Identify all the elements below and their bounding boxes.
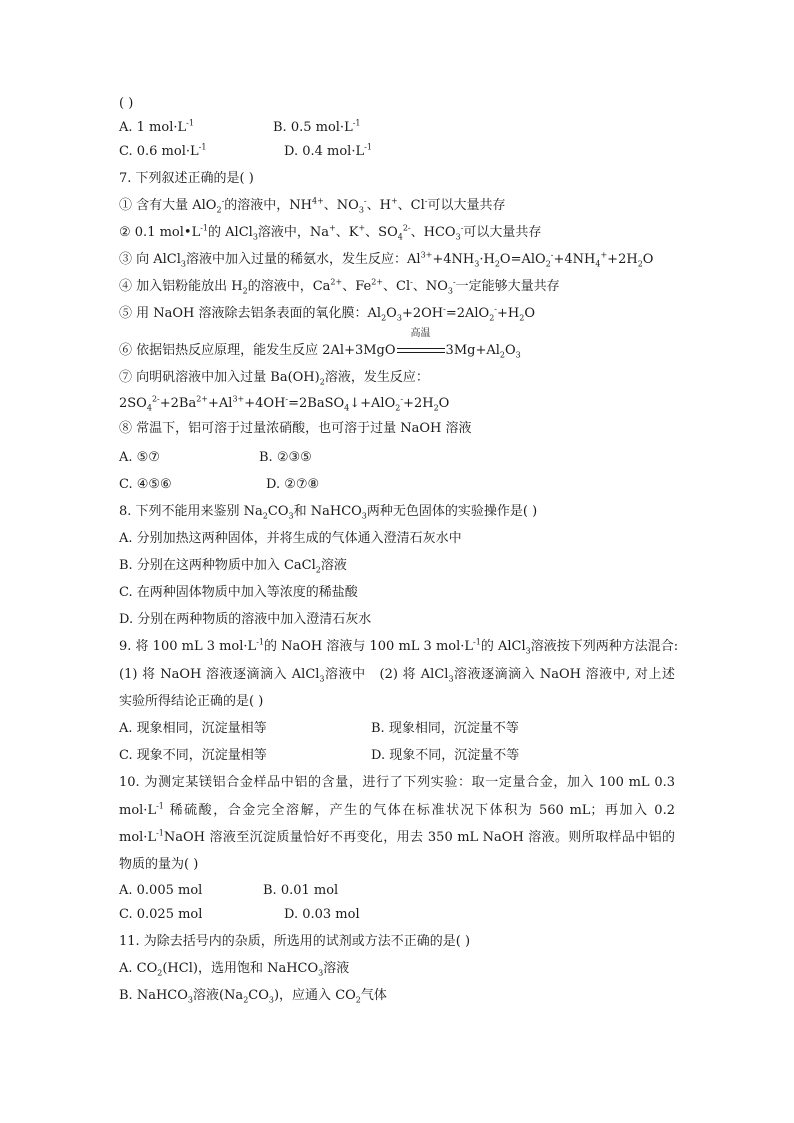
q11-stem: 11. 为除去括号内的杂质，所选用的试剂或方法不正确的是( ) [119, 934, 471, 949]
q8-stem: 8. 下列不能用来鉴别 $Na_2CO_3$和 NaHCO$_3$两种无色固体的实验操作是( ) [119, 504, 538, 521]
q9-option-d: D. 现象不同，沉淀量不等 [371, 748, 520, 763]
q7-statement-6: ⑥ 依据铝热反应原理，能发生反应 2Al+3MgO 高温 $3Mg+Al_2O_3$ [119, 328, 521, 360]
q7-option-c: C. ④⑤⑥ [119, 477, 172, 492]
q7-option-d: D. ②⑦⑧ [266, 477, 320, 492]
q8-option-b: B. 分别在这两种物质中加入 CaCl$_2$溶液 [119, 558, 347, 575]
q10-line-1: 10. 为测定某镁铝合金样品中铝的含量，进行了下列实验：取一定量合金，加入 100 mL 0.3 [119, 775, 675, 790]
q9-line-3: 实验所得结论正确的是( ) [119, 694, 264, 709]
q7-statement-7-equation: $2SO_4^{2-}+2Ba^{2+}+Al^{3+}+4OH^-=2BaSO_4↓+AlO_2^-+2H_2O$ [119, 394, 450, 413]
q9-line-1: 9. 将 100 mL 3 $mol\cdot L^{-1}$的 NaOH 溶液与 100 mL 3 $mol\cdot L^{-1}$的 AlCl$_3$溶液按下列两种方法混合: [119, 637, 679, 656]
q7-option-a: A. ⑤⑦ [119, 450, 160, 465]
q7-option-b: B. ②③⑤ [259, 450, 312, 465]
q10-line-2: $mol\cdot L^{-1}$ 稀硫酸，合金完全溶解，产生的气体在标准状况下体积为 560 mL；再加入 0.2 [119, 801, 675, 818]
q9-option-b: B. 现象相同，沉淀量不等 [371, 721, 519, 736]
q10-option-b: B. 0.01 mol [263, 883, 339, 898]
prev-option-b: B. 0.5 $mol\cdot L^{-1}$ [273, 118, 361, 135]
q9-option-a: A. 现象相同，沉淀量相等 [119, 721, 267, 736]
q9-option-c: C. 现象不同，沉淀量相等 [119, 748, 267, 763]
q11-option-a: A. $CO_2(HCl)$，选用饱和 NaHCO$_3$溶液 [119, 961, 350, 978]
q7-stem: 7. 下列叙述正确的是( ) [119, 171, 254, 186]
prev-option-c: C. 0.6 $mol\cdot L^{-1}$ [119, 142, 207, 159]
q11-option-b: B. NaHCO$_3$溶液$(Na_2CO_3)$，应通入 $CO_2$气体 [119, 988, 387, 1005]
q7-statement-3: ③ 向 AlCl$_3$溶液中加入过量的稀氨水，发生反应：$Al^{3+}+4NH_3\cdot H_2O=AlO_2^-+4NH_4^++2H_2O$ [119, 250, 654, 269]
q10-line-4: 物质的量为( ) [119, 857, 199, 872]
q7-statement-5: ⑤ 用 NaOH 溶液除去铝条表面的氧化膜：$Al_2O_3+2OH^-=2AlO_2^-+H_2O$ [119, 304, 535, 323]
prev-option-d: D. 0.4 $mol\cdot L^{-1}$ [284, 142, 372, 159]
q10-option-a: A. 0.005 mol [119, 883, 203, 898]
q9-line-2: (1) 将 NaOH 溶液逐滴滴入 AlCl$_3$溶液中 (2) 将 AlCl$_3$溶液逐滴滴入 NaOH 溶液中, 对上述 [119, 667, 675, 684]
q10-option-c: C. 0.025 mol [119, 907, 203, 922]
prev-option-a: A. 1 $mol\cdot L^{-1}$ [119, 118, 194, 135]
q10-option-d: D. 0.03 mol [284, 907, 360, 922]
q8-option-d: D. 分别在两种物质的溶液中加入澄清石灰水 [119, 612, 372, 627]
q8-option-c: C. 在两种固体物质中加入等浓度的稀盐酸 [119, 585, 358, 600]
reaction-condition-arrow: 高温 [397, 342, 445, 360]
q7-statement-1: ① 含有大量 AlO$_2$-的溶液中，$NH^{4+}$、$NO_3^-$、H+、Cl-可以大量共存 [119, 196, 506, 215]
q7-statement-2: ② 0.1 $mol•L^{-1}$的 AlCl$_3$溶液中，Na+、K+、$SO_4^{2-}$、$HCO_3^-$可以大量共存 [119, 223, 542, 242]
q8-option-a: A. 分别加热这两种固体，并将生成的气体通入澄清石灰水中 [119, 531, 462, 546]
q7-statement-7: ⑦ 向明矾溶液中加入过量 $Ba(OH)_2$溶液，发生反应： [119, 370, 429, 387]
prev-answer-bracket: ( ) [119, 96, 134, 111]
q7-statement-8: ⑧ 常温下，铝可溶于过量浓硝酸，也可溶于过量 NaOH 溶液 [119, 421, 472, 436]
q10-line-3: $mol\cdot L^{-1}NaOH$ 溶液至沉淀质量恰好不再变化，用去 350 mL NaOH 溶液。则所取样品中铝的 [119, 828, 675, 845]
q7-statement-4: ④ 加入铝粉能放出 $H_2$的溶液中，$Ca^{2+}$、$Fe^{2+}$、Cl-、$NO_3^-$一定能够大量共存 [119, 277, 560, 296]
